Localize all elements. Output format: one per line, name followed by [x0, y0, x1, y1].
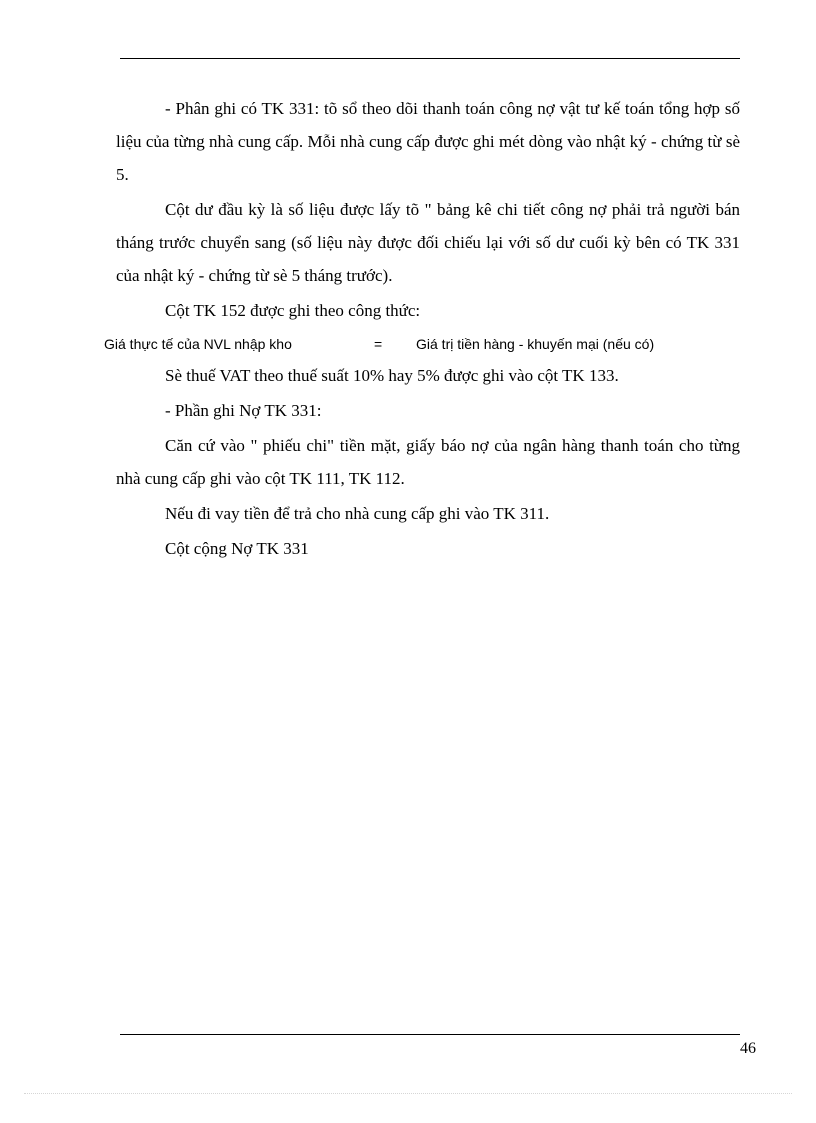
footer-rule: [120, 1034, 740, 1035]
body-text: [104, 92, 740, 567]
paragraph-credit-tk331: - Phân ghi có TK 331: tõ sổ theo dõi thanh toán công nợ vật tư kế toán tổng hợp số liệu của từng nhà cung cấp. Mỗi nhà cung cấp được ghi mét dòng vào nhật ký - chứng từ sè 5.: [116, 99, 740, 184]
paragraph-debit-total: Cột cộng Nợ TK 331: [165, 539, 309, 558]
formula-equals: =: [374, 336, 383, 352]
paragraph-vat: Sè thuế VAT theo thuế suất 10% hay 5% được ghi vào cột TK 133.: [165, 366, 619, 385]
formula-left-side: Giá thực tế của NVL nhập kho: [104, 336, 292, 352]
formula-right-side: Giá trị tiền hàng - khuyến mại (nếu có): [416, 336, 655, 352]
paragraph-debit-tk331: - Phần ghi Nợ TK 331:: [165, 401, 322, 420]
paragraph-opening-balance: Cột dư đầu kỳ là số liệu được lấy tõ " bảng kê chi tiết công nợ phải trả người bán tháng trước chuyển sang (số liệu này được đối chiếu lại với số dư cuối kỳ bên có TK 331 của nhật ký - chứng từ sè 5 tháng trước).: [116, 200, 740, 285]
formula-line: [104, 329, 740, 359]
header-rule: [120, 58, 740, 59]
paragraph-payment-basis: Căn cứ vào " phiếu chi" tiền mặt, giấy báo nợ của ngân hàng thanh toán cho từng nhà cung cấp ghi vào cột TK 111, TK 112.: [116, 436, 740, 488]
page-number: 46: [740, 1040, 756, 1057]
paragraph-tk152-intro: Cột TK 152 được ghi theo công thức:: [165, 301, 421, 320]
paragraph-borrowing: Nếu đi vay tiền để trả cho nhà cung cấp ghi vào TK 311.: [165, 504, 550, 523]
page-edge-divider: [24, 1093, 792, 1094]
